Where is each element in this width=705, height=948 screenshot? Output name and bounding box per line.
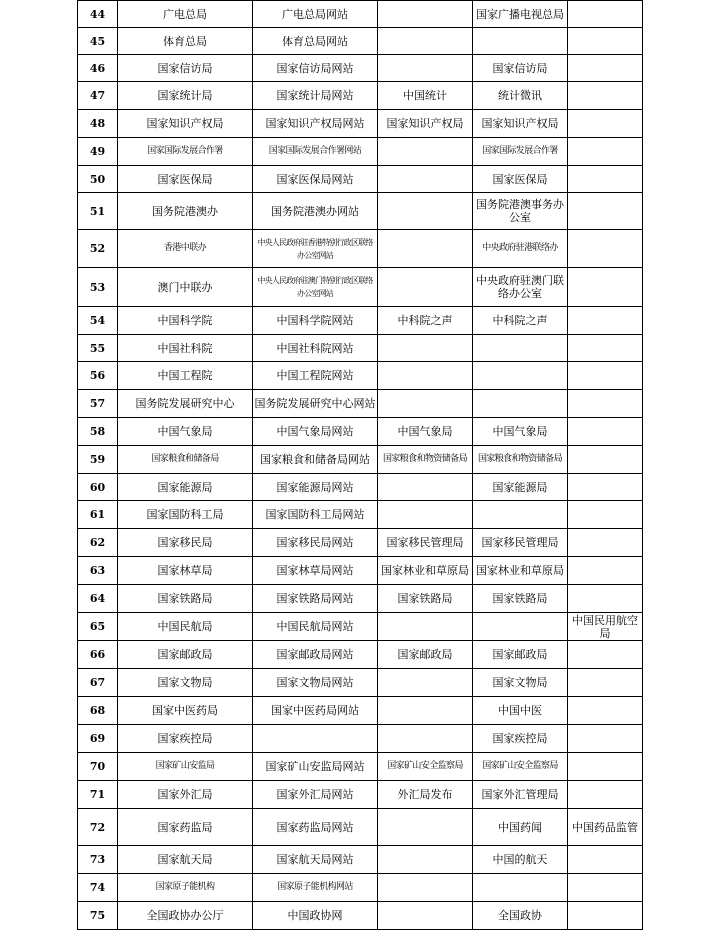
wechat-account: 国家医保局	[473, 166, 568, 193]
other-account	[568, 362, 643, 390]
other-account	[568, 585, 643, 613]
weibo-account	[378, 669, 473, 697]
table-row	[78, 902, 643, 930]
table-row	[78, 362, 643, 390]
weibo-account	[378, 28, 473, 55]
weibo-account: 外汇局发布	[378, 781, 473, 809]
row-number: 47	[78, 82, 118, 110]
row-number: 70	[78, 753, 118, 781]
agency-name: 中国工程院	[118, 362, 253, 390]
table-row	[78, 335, 643, 362]
other-account: 中国药品监管	[568, 809, 643, 846]
row-number: 46	[78, 55, 118, 82]
weibo-account	[378, 1, 473, 28]
agency-name: 国家矿山安监局	[118, 753, 253, 781]
table-row	[78, 55, 643, 82]
weibo-account	[378, 809, 473, 846]
agency-name: 中国科学院	[118, 307, 253, 335]
other-account	[568, 28, 643, 55]
wechat-account: 国家国际发展合作署	[473, 138, 568, 166]
wechat-account: 国家移民管理局	[473, 529, 568, 557]
agency-name: 国家国防科工局	[118, 501, 253, 529]
row-number: 66	[78, 641, 118, 669]
row-number: 74	[78, 874, 118, 902]
other-account	[568, 474, 643, 501]
other-account	[568, 110, 643, 138]
other-account	[568, 166, 643, 193]
row-number: 44	[78, 1, 118, 28]
weibo-account: 国家移民管理局	[378, 529, 473, 557]
agency-name: 国家统计局	[118, 82, 253, 110]
table-row	[78, 809, 643, 846]
table-body	[78, 1, 643, 930]
table-row	[78, 1, 643, 28]
wechat-account	[473, 390, 568, 418]
wechat-account	[473, 28, 568, 55]
row-number: 68	[78, 697, 118, 725]
agency-name: 国家外汇局	[118, 781, 253, 809]
weibo-account: 国家知识产权局	[378, 110, 473, 138]
website-name: 国家外汇局网站	[253, 781, 378, 809]
agency-table	[77, 0, 643, 930]
wechat-account: 国家邮政局	[473, 641, 568, 669]
weibo-account	[378, 874, 473, 902]
weibo-account	[378, 193, 473, 230]
agency-name: 国务院港澳办	[118, 193, 253, 230]
agency-name: 中国社科院	[118, 335, 253, 362]
weibo-account: 中科院之声	[378, 307, 473, 335]
row-number: 71	[78, 781, 118, 809]
table-row	[78, 307, 643, 335]
row-number: 65	[78, 613, 118, 641]
other-account	[568, 501, 643, 529]
agency-name: 国家国际发展合作署	[118, 138, 253, 166]
weibo-account: 国家粮食和物资储备局	[378, 446, 473, 474]
agency-name: 中国气象局	[118, 418, 253, 446]
website-name: 国家粮食和储备局网站	[253, 446, 378, 474]
other-account	[568, 846, 643, 874]
row-number: 72	[78, 809, 118, 846]
wechat-account: 中国的航天	[473, 846, 568, 874]
wechat-account	[473, 501, 568, 529]
weibo-account	[378, 697, 473, 725]
website-name: 国家矿山安监局网站	[253, 753, 378, 781]
weibo-account	[378, 725, 473, 753]
website-name: 国家中医药局网站	[253, 697, 378, 725]
other-account	[568, 697, 643, 725]
agency-name: 国家粮食和储备局	[118, 446, 253, 474]
table-row	[78, 725, 643, 753]
table-row	[78, 641, 643, 669]
website-name: 国家航天局网站	[253, 846, 378, 874]
agency-name: 国家文物局	[118, 669, 253, 697]
table-row	[78, 268, 643, 307]
wechat-account	[473, 335, 568, 362]
weibo-account	[378, 55, 473, 82]
row-number: 73	[78, 846, 118, 874]
other-account	[568, 268, 643, 307]
table-row	[78, 846, 643, 874]
wechat-account: 国家粮食和物资储备局	[473, 446, 568, 474]
agency-name: 国家能源局	[118, 474, 253, 501]
website-name: 中国气象局网站	[253, 418, 378, 446]
website-name: 国家移民局网站	[253, 529, 378, 557]
agency-name: 国家知识产权局	[118, 110, 253, 138]
website-name: 国家国防科工局网站	[253, 501, 378, 529]
weibo-account: 国家矿山安全监察局	[378, 753, 473, 781]
row-number: 56	[78, 362, 118, 390]
wechat-account	[473, 362, 568, 390]
wechat-account	[473, 874, 568, 902]
agency-name: 国家中医药局	[118, 697, 253, 725]
website-name: 国家文物局网站	[253, 669, 378, 697]
weibo-account	[378, 613, 473, 641]
website-name: 国家知识产权局网站	[253, 110, 378, 138]
wechat-account: 国家能源局	[473, 474, 568, 501]
agency-name: 体育总局	[118, 28, 253, 55]
agency-name: 国家移民局	[118, 529, 253, 557]
website-name: 中国政协网	[253, 902, 378, 930]
row-number: 45	[78, 28, 118, 55]
wechat-account: 国家文物局	[473, 669, 568, 697]
table-row	[78, 613, 643, 641]
website-name: 国家铁路局网站	[253, 585, 378, 613]
table-row	[78, 446, 643, 474]
weibo-account	[378, 362, 473, 390]
row-number: 63	[78, 557, 118, 585]
row-number: 51	[78, 193, 118, 230]
other-account	[568, 418, 643, 446]
other-account	[568, 557, 643, 585]
agency-name: 国家疾控局	[118, 725, 253, 753]
table-row	[78, 82, 643, 110]
table-row	[78, 874, 643, 902]
other-account	[568, 390, 643, 418]
website-name: 国家医保局网站	[253, 166, 378, 193]
website-name: 中国社科院网站	[253, 335, 378, 362]
row-number: 52	[78, 230, 118, 268]
table-row	[78, 697, 643, 725]
row-number: 62	[78, 529, 118, 557]
agency-name: 中国民航局	[118, 613, 253, 641]
website-name: 国家药监局网站	[253, 809, 378, 846]
row-number: 50	[78, 166, 118, 193]
table-row	[78, 230, 643, 268]
table-row	[78, 501, 643, 529]
row-number: 49	[78, 138, 118, 166]
wechat-account: 国务院港澳事务办公室	[473, 193, 568, 230]
other-account	[568, 725, 643, 753]
row-number: 60	[78, 474, 118, 501]
weibo-account	[378, 846, 473, 874]
weibo-account: 国家林业和草原局	[378, 557, 473, 585]
website-name: 国务院发展研究中心网站	[253, 390, 378, 418]
agency-name: 国家林草局	[118, 557, 253, 585]
wechat-account: 国家知识产权局	[473, 110, 568, 138]
row-number: 57	[78, 390, 118, 418]
other-account	[568, 82, 643, 110]
weibo-account	[378, 390, 473, 418]
wechat-account: 国家外汇管理局	[473, 781, 568, 809]
row-number: 54	[78, 307, 118, 335]
table-row	[78, 193, 643, 230]
weibo-account: 国家铁路局	[378, 585, 473, 613]
other-account	[568, 230, 643, 268]
table-row	[78, 529, 643, 557]
other-account	[568, 874, 643, 902]
table-row	[78, 557, 643, 585]
weibo-account	[378, 138, 473, 166]
agency-name: 国务院发展研究中心	[118, 390, 253, 418]
website-name: 国家林草局网站	[253, 557, 378, 585]
other-account	[568, 669, 643, 697]
table-row	[78, 585, 643, 613]
row-number: 67	[78, 669, 118, 697]
wechat-account: 中央政府驻澳门联络办公室	[473, 268, 568, 307]
website-name: 体育总局网站	[253, 28, 378, 55]
table-row	[78, 418, 643, 446]
wechat-account: 中科院之声	[473, 307, 568, 335]
weibo-account	[378, 268, 473, 307]
agency-name: 香港中联办	[118, 230, 253, 268]
row-number: 58	[78, 418, 118, 446]
weibo-account	[378, 230, 473, 268]
other-account	[568, 753, 643, 781]
website-name: 中央人民政府驻澳门特别行政区联络办公室网站	[253, 268, 378, 307]
website-name: 中国科学院网站	[253, 307, 378, 335]
table-row	[78, 781, 643, 809]
wechat-account: 中国药闻	[473, 809, 568, 846]
wechat-account: 国家林业和草原局	[473, 557, 568, 585]
agency-name: 广电总局	[118, 1, 253, 28]
wechat-account: 中国中医	[473, 697, 568, 725]
row-number: 55	[78, 335, 118, 362]
website-name: 国家信访局网站	[253, 55, 378, 82]
table-row	[78, 753, 643, 781]
table-row	[78, 110, 643, 138]
wechat-account: 中央政府驻港联络办	[473, 230, 568, 268]
agency-name: 国家药监局	[118, 809, 253, 846]
website-name: 中国民航局网站	[253, 613, 378, 641]
table-row	[78, 166, 643, 193]
table-row	[78, 138, 643, 166]
wechat-account: 中国气象局	[473, 418, 568, 446]
other-account	[568, 138, 643, 166]
row-number: 61	[78, 501, 118, 529]
other-account	[568, 446, 643, 474]
other-account: 中国民用航空局	[568, 613, 643, 641]
other-account	[568, 307, 643, 335]
table-row	[78, 28, 643, 55]
website-name: 国家能源局网站	[253, 474, 378, 501]
website-name: 国务院港澳办网站	[253, 193, 378, 230]
weibo-account	[378, 166, 473, 193]
agency-name: 国家医保局	[118, 166, 253, 193]
website-name: 国家原子能机构网站	[253, 874, 378, 902]
website-name: 中央人民政府驻香港特别行政区联络办公室网站	[253, 230, 378, 268]
website-name: 国家邮政局网站	[253, 641, 378, 669]
website-name: 国家统计局网站	[253, 82, 378, 110]
other-account	[568, 193, 643, 230]
row-number: 64	[78, 585, 118, 613]
website-name: 广电总局网站	[253, 1, 378, 28]
weibo-account	[378, 335, 473, 362]
wechat-account: 全国政协	[473, 902, 568, 930]
weibo-account	[378, 501, 473, 529]
other-account	[568, 641, 643, 669]
table-row	[78, 669, 643, 697]
weibo-account	[378, 474, 473, 501]
weibo-account: 国家邮政局	[378, 641, 473, 669]
wechat-account: 国家疾控局	[473, 725, 568, 753]
website-name: 中国工程院网站	[253, 362, 378, 390]
wechat-account: 国家广播电视总局	[473, 1, 568, 28]
other-account	[568, 529, 643, 557]
row-number: 48	[78, 110, 118, 138]
agency-name: 国家航天局	[118, 846, 253, 874]
row-number: 75	[78, 902, 118, 930]
agency-name: 澳门中联办	[118, 268, 253, 307]
row-number: 59	[78, 446, 118, 474]
wechat-account: 国家铁路局	[473, 585, 568, 613]
agency-name: 国家铁路局	[118, 585, 253, 613]
wechat-account: 国家信访局	[473, 55, 568, 82]
other-account	[568, 781, 643, 809]
wechat-account	[473, 613, 568, 641]
wechat-account: 统计微讯	[473, 82, 568, 110]
agency-name: 国家原子能机构	[118, 874, 253, 902]
wechat-account: 国家矿山安全监察局	[473, 753, 568, 781]
table-row	[78, 474, 643, 501]
weibo-account: 中国气象局	[378, 418, 473, 446]
row-number: 69	[78, 725, 118, 753]
weibo-account	[378, 902, 473, 930]
other-account	[568, 335, 643, 362]
row-number: 53	[78, 268, 118, 307]
agency-name: 国家信访局	[118, 55, 253, 82]
other-account	[568, 902, 643, 930]
agency-name: 国家邮政局	[118, 641, 253, 669]
website-name	[253, 725, 378, 753]
website-name: 国家国际发展合作署网站	[253, 138, 378, 166]
table-row	[78, 390, 643, 418]
other-account	[568, 55, 643, 82]
weibo-account: 中国统计	[378, 82, 473, 110]
agency-name: 全国政协办公厅	[118, 902, 253, 930]
other-account	[568, 1, 643, 28]
